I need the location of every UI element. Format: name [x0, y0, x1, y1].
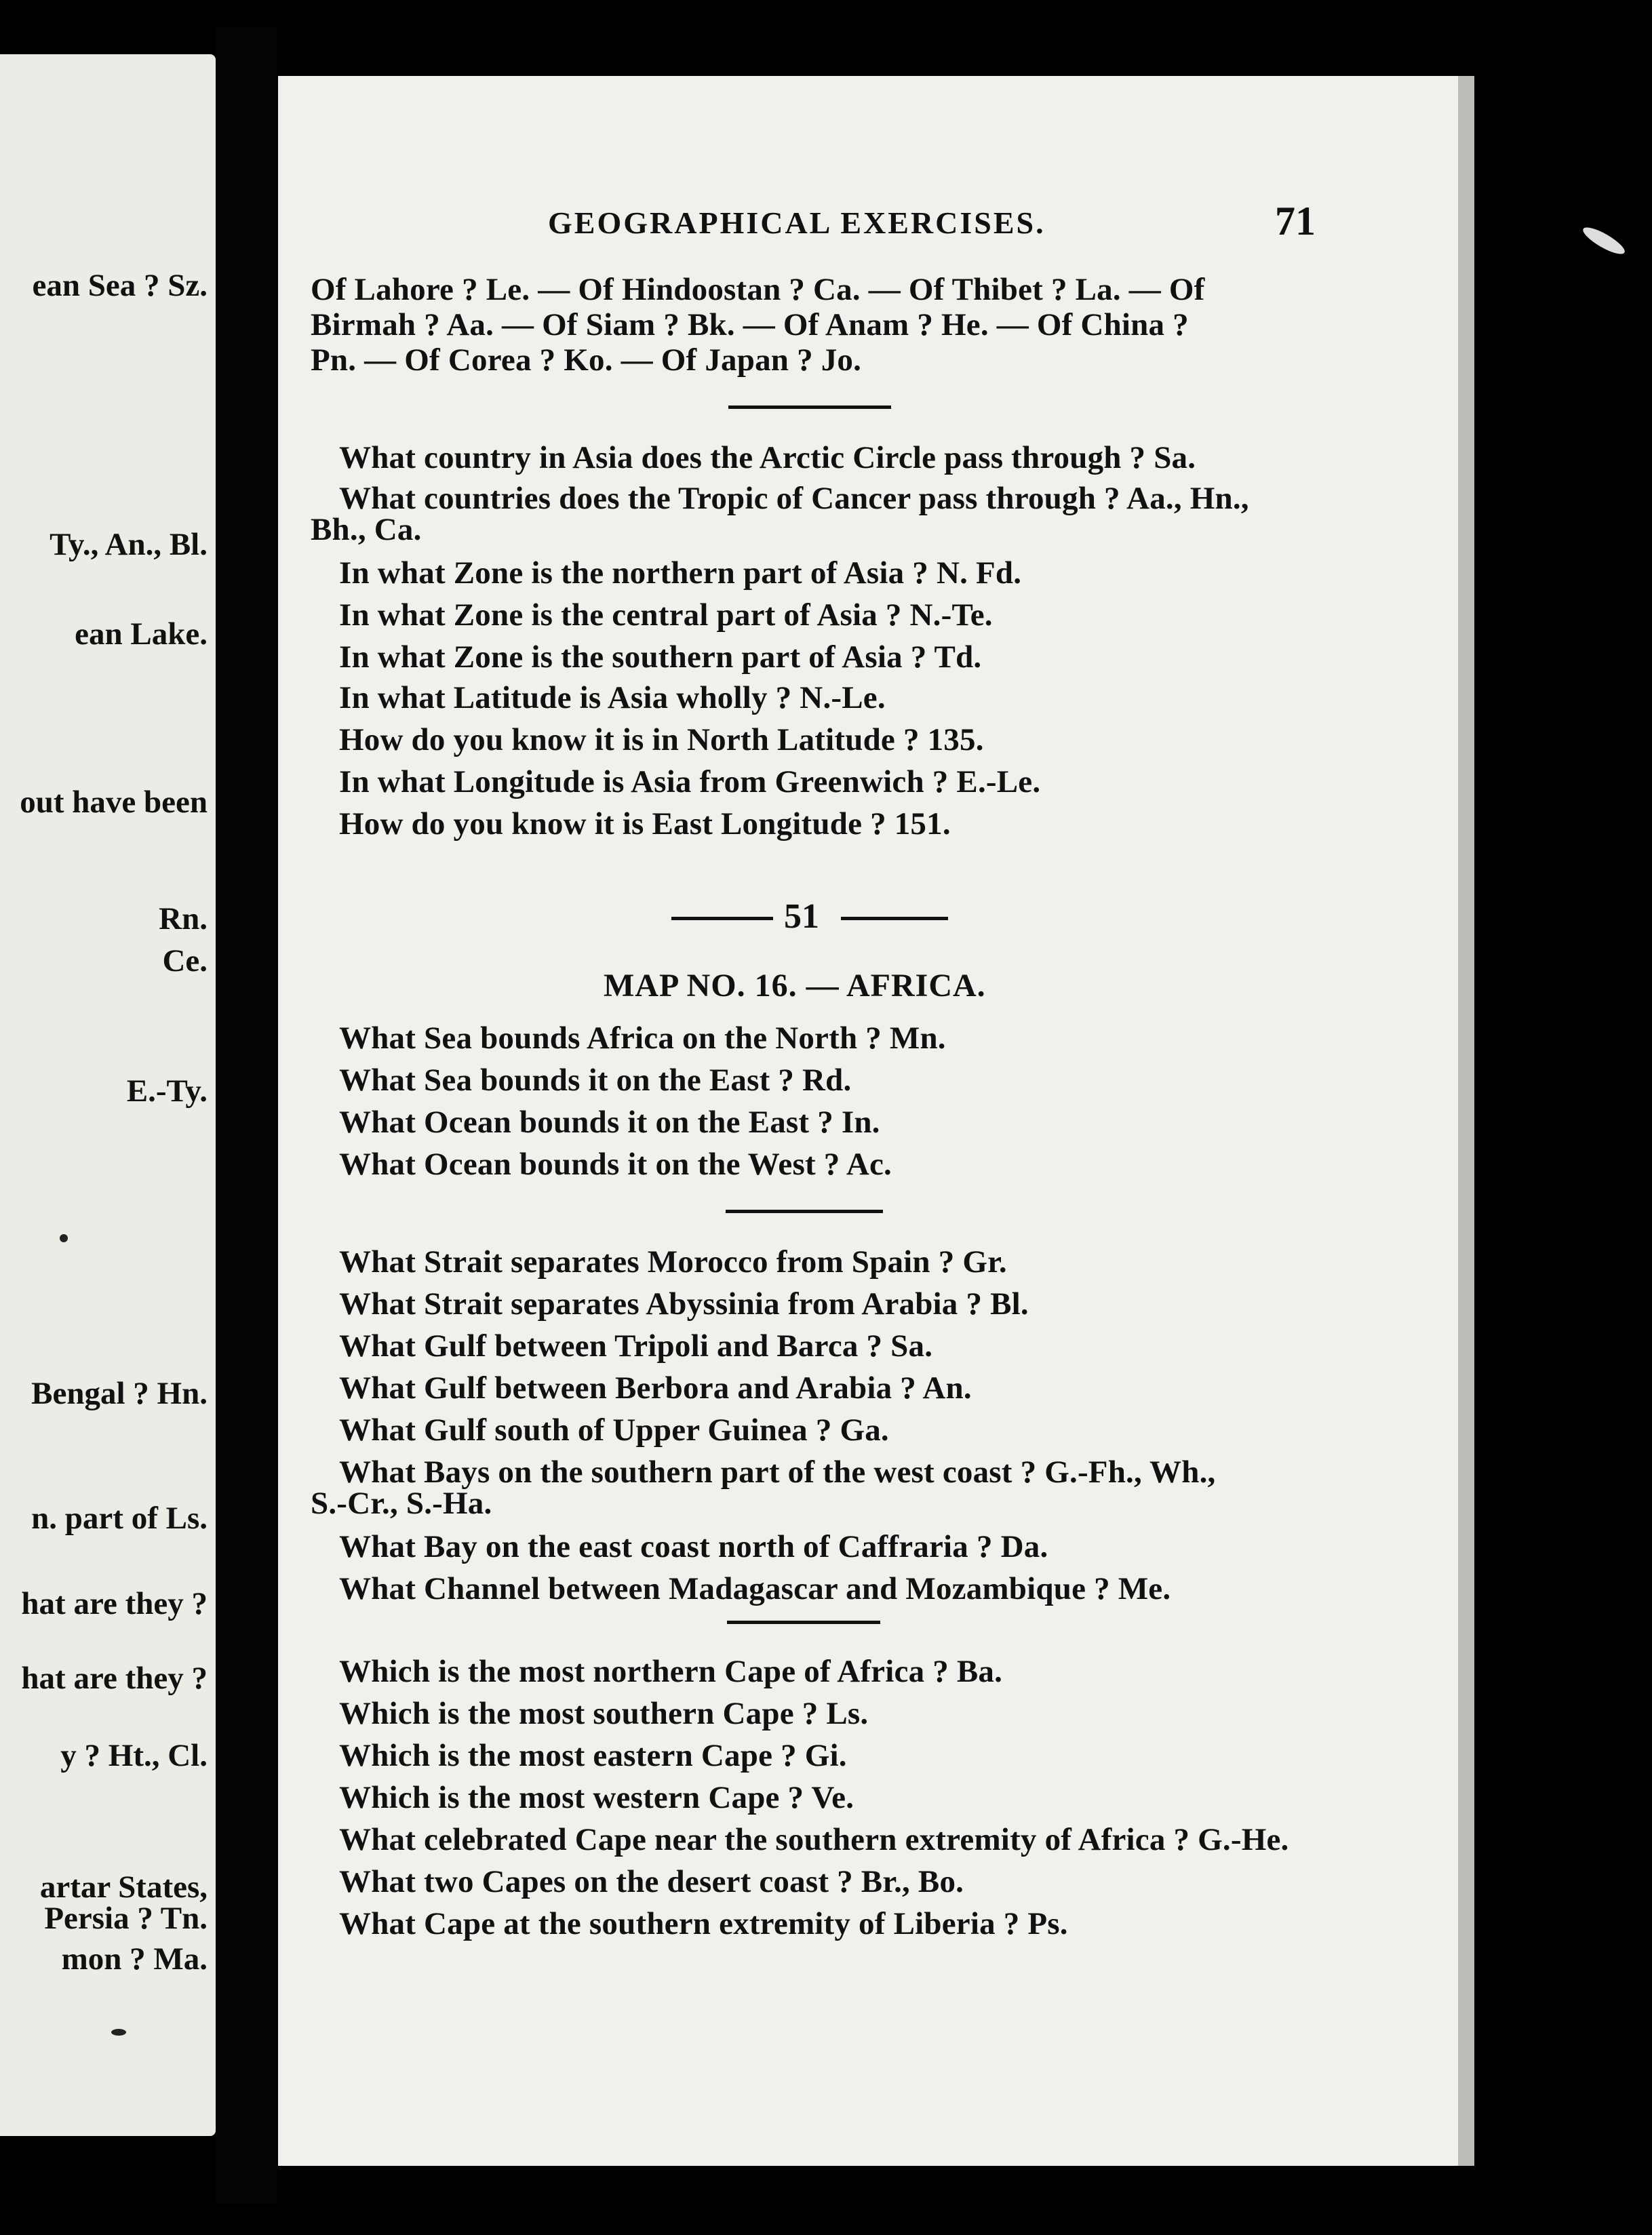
question-line: How do you know it is in North Latitude ? 135. [339, 722, 984, 757]
question-line: What Sea bounds Africa on the North ? Mn. [339, 1021, 946, 1056]
ink-speck [111, 2029, 126, 2036]
question-line: What Ocean bounds it on the West ? Ac. [339, 1147, 892, 1182]
question-line: What Bay on the east coast north of Caffraria ? Da. [339, 1529, 1048, 1564]
question-line: What Gulf between Tripoli and Barca ? Sa. [339, 1328, 933, 1364]
question-line: In what Zone is the southern part of Asia ? Td. [339, 639, 982, 675]
section-rule-left [671, 917, 773, 920]
question-line: In what Zone is the central part of Asia ? N.-Te. [339, 597, 993, 633]
question-line: Which is the most eastern Cape ? Gi. [339, 1738, 847, 1773]
question-line: What Channel between Madagascar and Mozambique ? Me. [339, 1571, 1171, 1606]
left-line: E.-Ty. [126, 1073, 208, 1109]
question-line: What Cape at the southern extremity of Liberia ? Ps. [339, 1906, 1068, 1941]
ink-speck [60, 1234, 68, 1242]
question-line: What Strait separates Abyssinia from Arabia ? Bl. [339, 1286, 1029, 1322]
question-line: Which is the most western Cape ? Ve. [339, 1780, 854, 1815]
question-line: What Gulf between Berbora and Arabia ? An. [339, 1370, 972, 1406]
question-line: What Strait separates Morocco from Spain ? Gr. [339, 1244, 1007, 1280]
page-number: 71 [1275, 199, 1316, 243]
section-number: 51 [784, 897, 819, 936]
question-line: What Ocean bounds it on the East ? In. [339, 1105, 880, 1140]
question-line: Bh., Ca. [311, 512, 422, 547]
question-line: What Sea bounds it on the East ? Rd. [339, 1063, 852, 1098]
running-header: GEOGRAPHICAL EXERCISES. [548, 205, 1046, 240]
left-line: n. part of Ls. [31, 1501, 208, 1536]
left-line: out have been [20, 785, 208, 820]
map-title: MAP NO. 16. — AFRICA. [604, 968, 986, 1004]
left-line: ean Sea ? Sz. [32, 268, 208, 303]
left-line: hat are they ? [21, 1586, 208, 1621]
section-rule [726, 1210, 883, 1213]
text-line: Of Lahore ? Le. — Of Hindoostan ? Ca. — Of Thibet ? La. — Of [311, 272, 1205, 307]
question-line: In what Zone is the northern part of Asia ? N. Fd. [339, 555, 1022, 591]
left-line: Ty., An., Bl. [50, 527, 208, 562]
main-page [278, 76, 1458, 2166]
question-line: What country in Asia does the Arctic Circle pass through ? Sa. [339, 440, 1196, 475]
question-line: What Gulf south of Upper Guinea ? Ga. [339, 1412, 889, 1448]
section-rule-right [841, 917, 948, 920]
left-line: Persia ? Tn. [44, 1901, 208, 1936]
left-line: mon ? Ma. [61, 1941, 208, 1977]
question-line: How do you know it is East Longitude ? 151. [339, 806, 951, 842]
question-line: In what Latitude is Asia wholly ? N.-Le. [339, 680, 886, 715]
left-line: Rn. [159, 901, 208, 936]
left-line: Ce. [162, 943, 208, 978]
question-line: In what Longitude is Asia from Greenwich ? E.-Le. [339, 764, 1041, 799]
question-line: S.-Cr., S.-Ha. [311, 1486, 492, 1521]
question-line: What celebrated Cape near the southern extremity of Africa ? G.-He. [339, 1822, 1289, 1857]
left-page-fragment [0, 54, 216, 2136]
question-line: Which is the most northern Cape of Africa ? Ba. [339, 1654, 1003, 1689]
question-line: What two Capes on the desert coast ? Br., Bo. [339, 1864, 964, 1899]
question-line: What countries does the Tropic of Cancer pass through ? Aa., Hn., [339, 481, 1249, 516]
paper-fleck [1580, 223, 1628, 258]
text-line: Pn. — Of Corea ? Ko. — Of Japan ? Jo. [311, 342, 862, 378]
section-rule [728, 406, 891, 409]
left-line: y ? Ht., Cl. [60, 1738, 208, 1773]
left-line: artar States, [39, 1870, 208, 1905]
left-line: hat are they ? [21, 1661, 208, 1696]
left-line: Bengal ? Hn. [31, 1376, 208, 1411]
section-rule [727, 1621, 880, 1624]
page-edge [1458, 76, 1474, 2166]
left-line: ean Lake. [75, 616, 208, 652]
text-line: Birmah ? Aa. — Of Siam ? Bk. — Of Anam ? He. — Of China ? [311, 307, 1189, 342]
book-gutter [216, 27, 277, 2204]
question-line: Which is the most southern Cape ? Ls. [339, 1696, 869, 1731]
question-line: What Bays on the southern part of the west coast ? G.-Fh., Wh., [339, 1455, 1216, 1490]
